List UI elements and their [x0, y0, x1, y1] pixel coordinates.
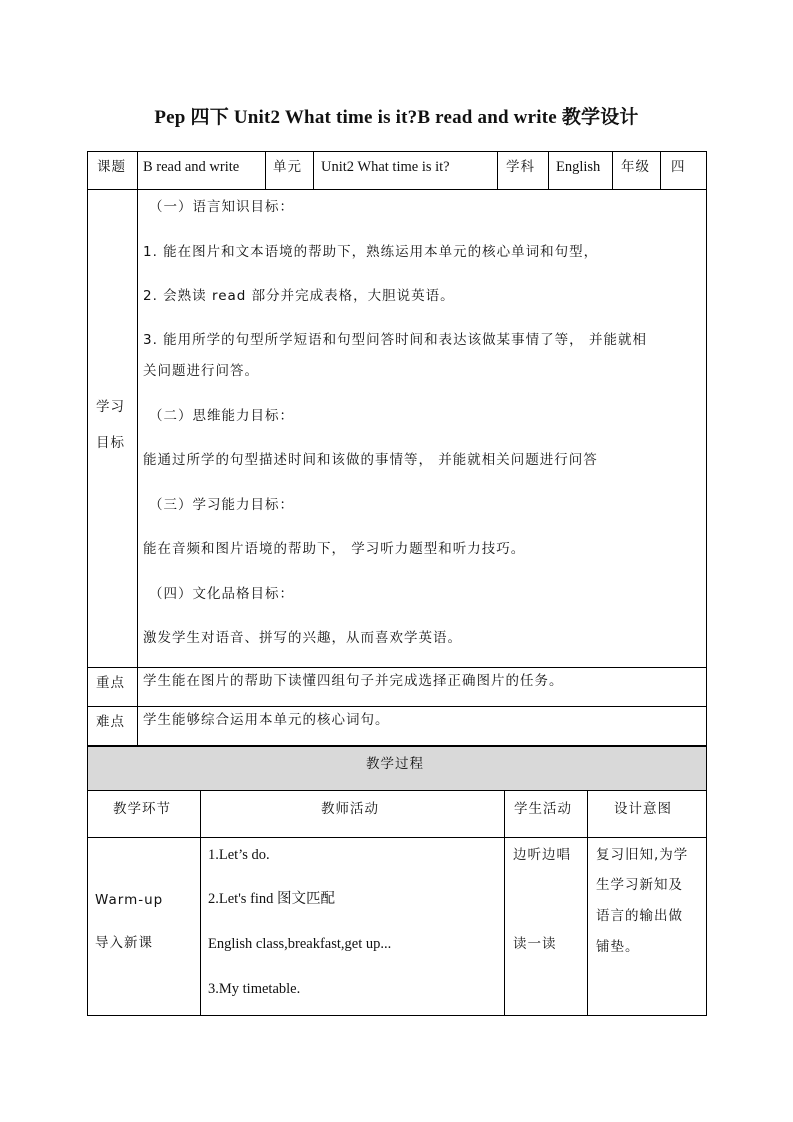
objective-line: 激发学生对语音、拼写的兴趣，从而喜欢学英语。 [143, 630, 462, 646]
objective-line: 能在音频和图片语境的帮助下， 学习听力题型和听力技巧。 [143, 541, 526, 557]
topic-label: 课题 [97, 159, 126, 175]
objective-line: 能通过所学的句型描述时间和该做的事情等， 并能就相关问题进行问答 [143, 452, 598, 468]
subject-label: 学科 [506, 159, 535, 175]
page-title: Pep 四下 Unit2 What time is it?B read and write 教学设计 [154, 107, 639, 128]
objective-heading-thinking: （二）思维能力目标： [149, 408, 294, 424]
teacher-activity-line: 3.My timetable. [208, 981, 301, 997]
teacher-activity-line: English class,breakfast,get up... [208, 936, 392, 952]
objective-heading-culture: （四）文化品格目标： [149, 586, 294, 602]
objective-line: 3. 能用所学的句型所学短语和句型问答时间和表达该做某事情了等， 并能就相 [143, 332, 647, 348]
objectives-label-line1: 学习 [96, 399, 125, 415]
student-activity-line: 读一读 [513, 936, 557, 952]
key-point-text: 学生能在图片的帮助下读懂四组句子并完成选择正确图片的任务。 [143, 673, 564, 689]
stage-name-zh: 导入新课 [95, 935, 153, 951]
difficulty-text: 学生能够综合运用本单元的核心词句。 [143, 712, 390, 728]
intent-line: 复习旧知,为学 [596, 847, 689, 863]
grade-label: 年级 [621, 159, 650, 175]
objective-line: 1. 能在图片和文本语境的帮助下，熟练运用本单元的核心单词和句型， [143, 244, 599, 260]
objectives-label-line2: 目标 [96, 435, 125, 451]
intent-line: 生学习新知及 [596, 877, 683, 893]
column-header-student: 学生活动 [514, 801, 572, 817]
objective-heading-language: （一）语言知识目标： [149, 199, 294, 215]
intent-line: 语言的输出做 [596, 908, 683, 924]
column-header-teacher: 教师活动 [321, 801, 379, 817]
objective-line: 关问题进行问答。 [143, 363, 259, 379]
unit-label: 单元 [273, 159, 302, 175]
stage-name-en: Warm-up [95, 892, 164, 908]
column-header-intent: 设计意图 [614, 801, 672, 817]
objective-heading-learning: （三）学习能力目标： [149, 497, 294, 513]
key-point-label: 重点 [96, 675, 125, 691]
process-heading: 教学过程 [366, 756, 424, 772]
unit-value: Unit2 What time is it? [321, 159, 450, 175]
teacher-activity-line: 1.Let’s do. [208, 847, 270, 863]
grade-value: 四 [671, 159, 686, 175]
subject-value: English [556, 159, 601, 175]
difficulty-label: 难点 [96, 714, 125, 730]
objective-line: 2. 会熟读 read 部分并完成表格，大胆说英语。 [143, 288, 455, 304]
topic-value: B read and write [143, 159, 240, 175]
intent-line: 铺垫。 [596, 939, 640, 955]
teacher-activity-line: 2.Let's find 图文匹配 [208, 891, 336, 907]
column-header-stage: 教学环节 [113, 801, 171, 817]
student-activity-line: 边听边唱 [513, 847, 571, 863]
